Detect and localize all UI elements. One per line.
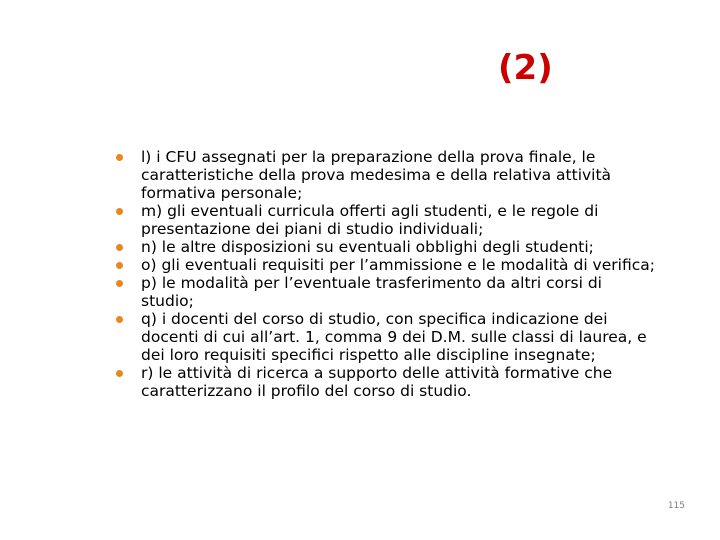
bullet-list: [116, 148, 656, 400]
bullet-text: m) gli eventuali curricula offerti agli studenti, e le regole di presentazione dei piani di studio individuali;: [141, 202, 599, 238]
bullet-dot-icon: [116, 154, 123, 161]
bullet-item-q: [116, 310, 656, 364]
bullet-dot-icon: [116, 370, 123, 377]
bullet-dot-icon: [116, 316, 123, 323]
bullet-item-m: [116, 202, 656, 238]
bullet-dot-icon: [116, 208, 123, 215]
bullet-text: l) i CFU assegnati per la preparazione della prova finale, le caratteristiche della prova medesima e della relativa attività formativa personale;: [141, 148, 612, 202]
bullet-text: o) gli eventuali requisiti per l’ammissione e le modalità di verifica;: [141, 256, 655, 274]
bullet-item-l: [116, 148, 656, 202]
bullet-text: q) i docenti del corso di studio, con specifica indicazione dei docenti di cui all’art. 1, comma 9 dei D.M. sulle classi di laurea, e dei loro requisiti specifici rispetto alle discipline insegnate;: [141, 310, 647, 364]
bullet-item-o: [116, 256, 656, 274]
bullet-text: n) le altre disposizioni su eventuali obblighi degli studenti;: [141, 238, 594, 256]
bullet-dot-icon: [116, 244, 123, 251]
page-number: 115: [667, 501, 685, 511]
bullet-item-r: [116, 364, 656, 400]
bullet-dot-icon: [116, 262, 123, 269]
bullet-item-n: [116, 238, 656, 256]
bullet-item-p: [116, 274, 656, 310]
bullet-text: p) le modalità per l’eventuale trasferimento da altri corsi di studio;: [141, 274, 602, 310]
bullet-dot-icon: [116, 280, 123, 287]
slide-title: (2): [498, 48, 553, 88]
bullet-text: r) le attività di ricerca a supporto delle attività formative che caratterizzano il profilo del corso di studio.: [141, 364, 613, 400]
